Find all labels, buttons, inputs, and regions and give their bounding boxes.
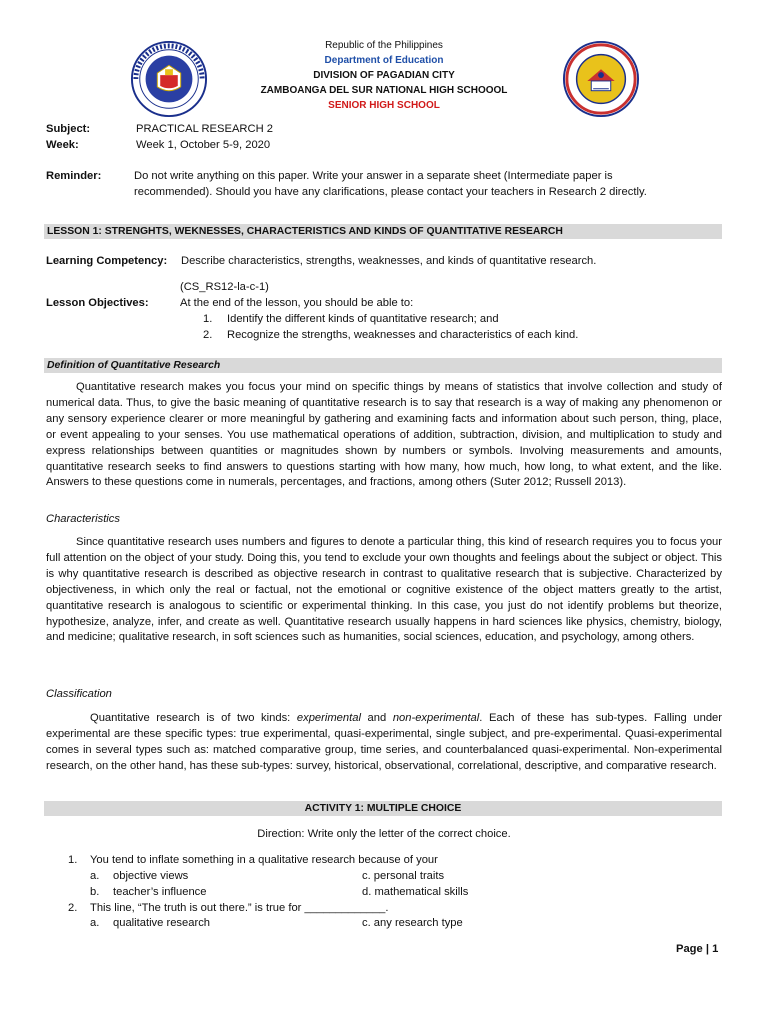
competency-label: Learning Competency: <box>46 255 168 267</box>
q1-b-letter: b. <box>90 886 100 898</box>
kind-experimental: experimental <box>296 712 361 724</box>
definition-heading: Definition of Quantitative Research <box>44 358 722 373</box>
q1-text: You tend to inflate something in a qualitative research because of your <box>90 854 438 866</box>
q2-a-letter: a. <box>90 917 100 929</box>
objective-1: Identify the different kinds of quantitative research; and <box>227 313 499 325</box>
lesson-title: LESSON 1: STRENGHTS, WEKNESSES, CHARACTERISTICS AND KINDS OF QUANTITATIVE RESEARCH <box>44 224 722 239</box>
subject-row <box>46 121 722 137</box>
school-line: ZAMBOANGA DEL SUR NATIONAL HIGH SCHOOOL <box>260 85 508 96</box>
reminder-row <box>46 168 722 200</box>
week-label: Week: <box>46 139 79 151</box>
competency-row <box>46 253 722 269</box>
reminder-line-1: Do not write anything on this paper. Write your answer in a separate sheet (Intermediate paper is <box>134 170 613 182</box>
q2-option-c: c. any research type <box>362 917 463 929</box>
objectives-row <box>46 295 722 311</box>
department-line: Department of Education <box>324 55 444 66</box>
classification-text-and: and <box>360 712 393 724</box>
kind-non-experimental: non-experimental <box>392 712 480 724</box>
document-header <box>0 38 768 113</box>
q1-option-a: objective views <box>113 870 189 882</box>
week-row <box>46 137 722 153</box>
page-number: Page | 1 <box>676 943 719 955</box>
objectives-intro: At the end of the lesson, you should be able to: <box>180 297 414 309</box>
q1-option-b: teacher’s influence <box>113 886 207 898</box>
competency-value: Describe characteristics, strengths, weaknesses, and kinds of quantitative research. <box>181 255 597 267</box>
reminder-label: Reminder: <box>46 170 102 182</box>
activity-direction: Direction: Write only the letter of the correct choice. <box>257 828 511 840</box>
activity-title: ACTIVITY 1: MULTIPLE CHOICE <box>44 801 722 816</box>
characteristics-body: Since quantitative research uses numbers and figures to denote a particular thing, this kind of research requires you to focus your full attention on the object of your study. Doing this, you tend to exclude your own thoughts and feelings about the subject or object. This is why quantitative research is described as objective research in contrast to qualitative research that is subjective. Characterized by objectiveness, in which only the real or factual, not the emotional or cognitive existence of the object matters greatly to the artist, quantitative research is analogous to scientific or experimental thinking. In this case, you just do not identify problems but theorize, hypothesize, analyze, infer, and create as well. Quantitative research usually happens in hard sciences like physics, chemistry, biology, and medicine; qualitative research, in soft sciences such as humanities, social sciences, education, and psychology, among others. <box>46 536 722 644</box>
classification-text-post: . Each of these has sub-types. Falling under experimental are these specific types: true experimental, quasi-experimental, single subject, and pre-experimental. Quasi-experimental comes in several types such as: matched comparative group, time series, and counterbalanced quasi-experimental. Non-experimental research, on the other hand, has these sub-types: survey, historical, observational, correlational, descriptive, and comparative research. <box>46 712 722 772</box>
characteristics-heading: Characteristics <box>46 513 120 525</box>
classification-body <box>46 711 722 775</box>
competency-code: (CS_RS12-la-c-1) <box>180 281 269 293</box>
definition-body: Quantitative research makes you focus your mind on specific things by means of statistics that involve collection and study of numerical data. Thus, to give the basic meaning of quantitative research is to say that research is a way of making any phenomenon or any sensory experience clearer or more meaningful by gathering and examining facts and information about such person, thing, place, or event appealing to your senses. You use mathematical operations of addition, subtraction, division, and multiplication to study and express relationships between quantities or magnitudes shown by numbers or symbols. Involving measurements and amounts, quantitative research seeks to find answers to questions starting with how many, how much, how long, to what extent, and the like. Answers to these questions come in numerals, percentages, and fractions, among others (Suter 2012; Russell 2013). <box>46 381 722 489</box>
objectives-label: Lesson Objectives: <box>46 297 149 309</box>
week-value: Week 1, October 5-9, 2020 <box>136 139 271 151</box>
classification-text-pre: Quantitative research is of two kinds: <box>90 712 297 724</box>
q1-number: 1. <box>68 854 78 866</box>
q1-option-d: d. mathematical skills <box>362 886 469 898</box>
level-line: SENIOR HIGH SCHOOL <box>328 100 440 111</box>
objective-1-number: 1. <box>203 313 213 325</box>
subject-label: Subject: <box>46 123 91 135</box>
division-line: DIVISION OF PAGADIAN CITY <box>313 70 455 81</box>
q2-text: This line, “The truth is out there.” is true for _____________. <box>90 902 389 914</box>
q1-option-c: c. personal traits <box>362 870 445 882</box>
reminder-line-2: recommended). Should you have any clarifications, please contact your teachers in Research 2 directly. <box>134 186 647 198</box>
classification-heading: Classification <box>46 688 112 700</box>
subject-value: PRACTICAL RESEARCH 2 <box>136 123 273 135</box>
republic-line: Republic of the Philippines <box>325 40 443 51</box>
q2-number: 2. <box>68 902 78 914</box>
objective-2: Recognize the strengths, weaknesses and characteristics of each kind. <box>227 329 579 341</box>
q2-option-a: qualitative research <box>113 917 211 929</box>
objective-2-number: 2. <box>203 329 213 341</box>
q1-a-letter: a. <box>90 870 100 882</box>
